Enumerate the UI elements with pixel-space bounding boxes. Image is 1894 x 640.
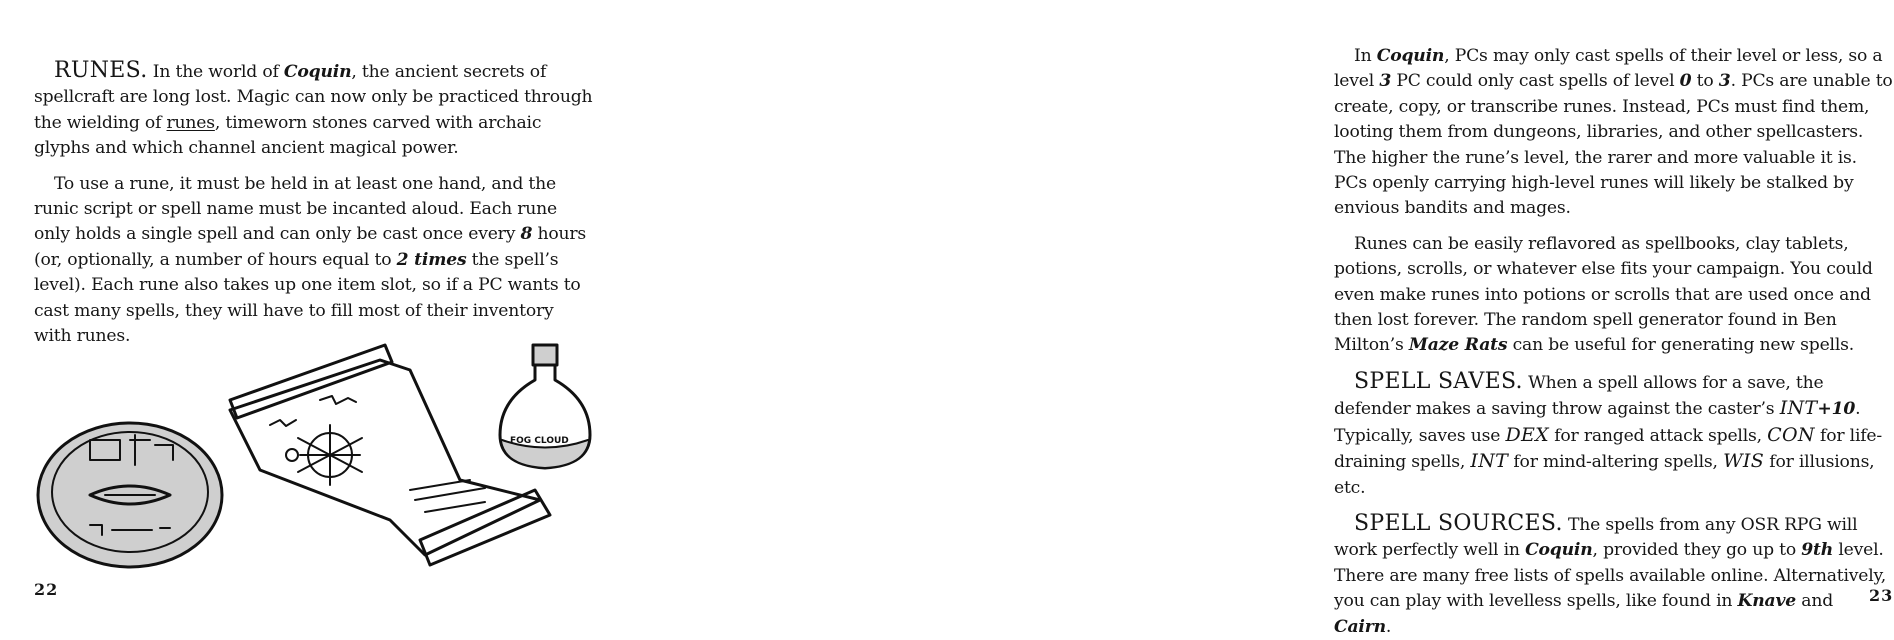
runes-heading: RUNES.: [54, 58, 148, 83]
rune-usage-paragraph: [34, 172, 594, 350]
level-three-max-value: 3: [1718, 71, 1731, 92]
text-run: the spell’s level). Each rune also takes up one item slot, so if a PC wants to cast many spells, they will have to fill most of their inventory with runes.: [34, 249, 581, 347]
runes-underlined-term: runes: [166, 112, 215, 133]
text-run: .: [1385, 616, 1392, 637]
spell-sources-heading: SPELL SOURCES.: [1354, 510, 1563, 536]
text-run: , timeworn stones carved with archaic glyphs and which channel ancient magical power.: [34, 112, 542, 159]
dex-stat: DEX: [1505, 423, 1549, 446]
illustration-svg: [30, 340, 590, 570]
int-stat-mind: INT: [1470, 450, 1509, 473]
maze-rats-title: Maze Rats: [1408, 335, 1508, 356]
text-run: . Typically, saves use: [1334, 399, 1861, 446]
left-text-column: [34, 58, 594, 349]
text-run: hours (or, optionally, a number of hours equal to: [34, 224, 587, 270]
text-run: In the world of: [147, 62, 284, 82]
eight-hours-value: 8: [520, 224, 533, 245]
page-number-right: 23: [1869, 586, 1894, 605]
text-run: The spells from any OSR RPG will work perfectly well in: [1334, 514, 1858, 561]
coquin-title: Coquin: [1376, 46, 1445, 66]
page-number-left: 22: [34, 580, 59, 599]
wis-stat: WIS: [1723, 450, 1765, 473]
text-run: level. There are many free lists of spells available online. Alternatively, you can play with levelless spells, like found in: [1334, 540, 1887, 612]
text-run: for life-draining spells,: [1334, 425, 1882, 473]
spell-saves-paragraph: [1334, 369, 1894, 501]
text-run: In: [1354, 46, 1377, 66]
text-run: for mind-altering spells,: [1508, 452, 1724, 473]
knave-title: Knave: [1737, 591, 1797, 612]
bottle-label: FOG CLOUD: [510, 436, 569, 446]
coquin-title: Coquin: [1525, 540, 1593, 561]
cairn-title: Cairn: [1334, 616, 1386, 637]
text-run: for illusions, etc.: [1334, 452, 1875, 498]
text-run: , PCs may only cast spells of their level or less, so a level: [1334, 46, 1883, 92]
text-run: Runes can be easily reflavored as spellbooks, clay tablets, potions, scrolls, or whatever else fits your campaign. You could even make runes into potions or scrolls that are used once and then lost forever. The random spell generator found in Ben Milton’s: [1334, 233, 1873, 356]
reflavor-paragraph: [1334, 232, 1894, 359]
text-run: can be useful for generating new spells.: [1507, 335, 1855, 356]
rune-stone-icon: [38, 423, 222, 567]
spell-level-paragraph: [1334, 44, 1894, 222]
text-run: PC could only cast spells of level: [1391, 71, 1680, 92]
text-run: . PCs are unable to create, copy, or transcribe runes. Instead, PCs must find them, looting them from dungeons, libraries, and other spellcasters. The higher the rune’s level, the rarer and more valuable it is. PCs openly carrying high-level runes will likely be stalked by envious bandits and mages.: [1334, 71, 1893, 219]
text-run: , the ancient secrets of spellcraft are long lost. Magic can now only be practiced through the wielding of: [34, 62, 593, 133]
two-times-value: 2 times: [396, 249, 467, 270]
text-run: for ranged attack spells,: [1548, 425, 1768, 446]
scroll-icon: [230, 345, 550, 565]
right-page: [640, 0, 1894, 637]
coquin-title: Coquin: [283, 62, 352, 82]
con-stat: CON: [1767, 423, 1815, 446]
left-page: [0, 0, 640, 622]
runes-paragraph: [34, 58, 594, 162]
spell-sources-paragraph: [1334, 511, 1894, 640]
text-run: , provided they go up to: [1592, 540, 1802, 561]
level-three-value: 3: [1379, 71, 1392, 92]
rune-items-illustration: [30, 340, 590, 570]
potion-bottle-icon: [500, 345, 590, 468]
text-run: To use a rune, it must be held in at least one hand, and the runic script or spell name must be incanted aloud. Each rune only holds a single spell and can only be cast once every: [34, 173, 558, 245]
right-text-column: [1334, 44, 1894, 640]
int-stat: INT: [1779, 397, 1818, 420]
spell-saves-heading: SPELL SAVES.: [1354, 368, 1523, 394]
text-run: When a spell allows for a save, the defender makes a saving throw against the caster’s: [1334, 372, 1824, 420]
plus-ten-value: +10: [1817, 399, 1856, 420]
text-run: to: [1691, 71, 1719, 92]
level-zero-value: 0: [1679, 71, 1692, 92]
ninth-level-value: 9th: [1801, 540, 1834, 561]
text-run: and: [1796, 591, 1833, 612]
